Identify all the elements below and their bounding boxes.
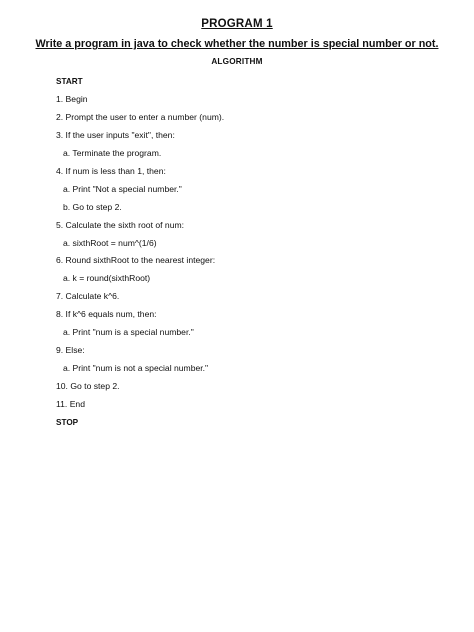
algorithm-step: 11. End	[56, 399, 85, 409]
algorithm-step: 7. Calculate k^6.	[56, 291, 120, 301]
algorithm-step: 3. If the user inputs "exit", then:	[56, 130, 175, 140]
section-heading: ALGORITHM	[211, 57, 263, 66]
document-title: PROGRAM 1	[201, 18, 273, 30]
algorithm-substep: a. Print "num is a special number."	[63, 327, 194, 337]
algorithm-step: 4. If num is less than 1, then:	[56, 166, 166, 176]
algorithm-substep: a. Print "Not a special number."	[63, 184, 182, 194]
algorithm-step: 9. Else:	[56, 345, 85, 355]
start-label: START	[56, 77, 83, 86]
algorithm-step: 6. Round sixthRoot to the nearest integer:	[56, 255, 216, 265]
algorithm-step: 5. Calculate the sixth root of num:	[56, 220, 185, 230]
algorithm-step: 2. Prompt the user to enter a number (num).	[56, 112, 225, 122]
stop-label: STOP	[56, 418, 79, 427]
algorithm-substep: a. k = round(sixthRoot)	[63, 273, 151, 283]
algorithm-step: 10. Go to step 2.	[56, 381, 120, 391]
algorithm-substep: a. sixthRoot = num^(1/6)	[63, 238, 157, 248]
document-subtitle: Write a program in java to check whether the number is special number or not.	[35, 38, 439, 50]
algorithm-step: 1. Begin	[56, 94, 88, 104]
algorithm-substep: b. Go to step 2.	[63, 202, 122, 212]
algorithm-substep: a. Terminate the program.	[63, 148, 162, 158]
algorithm-substep: a. Print "num is not a special number."	[63, 363, 209, 373]
algorithm-step: 8. If k^6 equals num, then:	[56, 309, 157, 319]
